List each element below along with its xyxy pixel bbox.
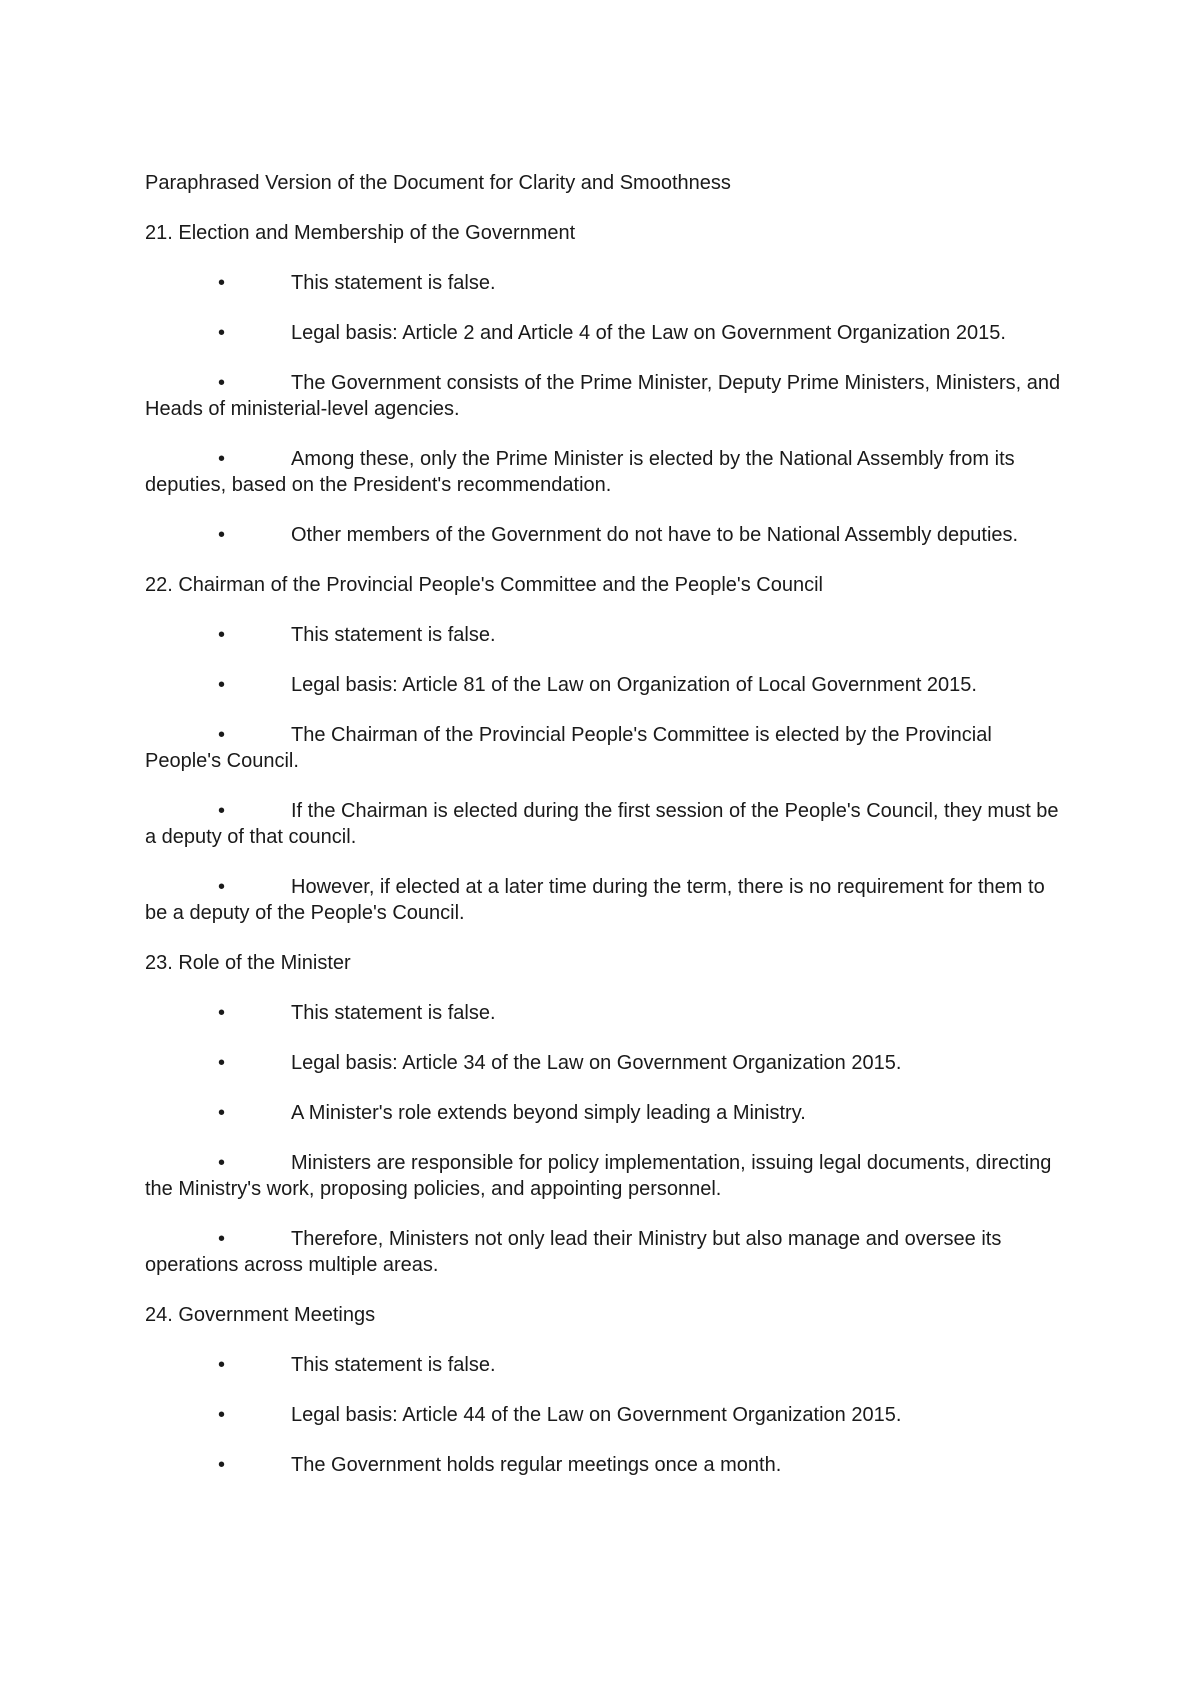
- bullet-text: This statement is false.: [291, 1002, 496, 1024]
- bullet-text: Legal basis: Article 81 of the Law on Organization of Local Government 2015.: [291, 674, 977, 696]
- document-title: Paraphrased Version of the Document for Clarity and Smoothness: [145, 172, 731, 194]
- section-heading: 23. Role of the Minister: [145, 952, 351, 974]
- bullet-text: The Chairman of the Provincial People's Committee is elected by the Provincial People's Council.: [145, 724, 992, 772]
- bullet-marker: •: [218, 1454, 226, 1476]
- section: [145, 572, 1065, 926]
- bullet-item: [145, 1000, 1065, 1026]
- bullet-item: [145, 522, 1065, 548]
- sections-container: [145, 220, 1065, 1478]
- bullet-item: [145, 622, 1065, 648]
- bullet-marker: •: [218, 1002, 226, 1024]
- bullet-text: This statement is false.: [291, 1354, 496, 1376]
- bullet-marker: •: [218, 1152, 226, 1174]
- bullet-item: [145, 320, 1065, 346]
- section-heading: 24. Government Meetings: [145, 1304, 376, 1326]
- bullet-item: [145, 1150, 1065, 1202]
- bullet-marker: •: [218, 272, 226, 294]
- bullet-text: However, if elected at a later time during the term, there is no requirement for them to be a deputy of the People's Council.: [145, 876, 1045, 924]
- bullet-marker: •: [218, 624, 226, 646]
- bullet-text: A Minister's role extends beyond simply leading a Ministry.: [291, 1102, 806, 1124]
- bullet-item: [145, 370, 1065, 422]
- bullet-text: If the Chairman is elected during the first session of the People's Council, they must be a deputy of that council.: [145, 800, 1059, 848]
- section-heading: 22. Chairman of the Provincial People's Committee and the People's Council: [145, 574, 823, 596]
- bullet-marker: •: [218, 1052, 226, 1074]
- bullet-text: This statement is false.: [291, 272, 496, 294]
- bullet-marker: •: [218, 1228, 226, 1250]
- bullet-marker: •: [218, 800, 226, 822]
- bullet-item: [145, 672, 1065, 698]
- section: [145, 1302, 1065, 1478]
- section: [145, 220, 1065, 548]
- bullet-marker: •: [218, 1102, 226, 1124]
- document-body: [145, 170, 1065, 1502]
- bullet-text: Therefore, Ministers not only lead their Ministry but also manage and oversee its operations across multiple areas.: [145, 1228, 1002, 1276]
- bullet-text: Legal basis: Article 34 of the Law on Government Organization 2015.: [291, 1052, 902, 1074]
- bullet-text: This statement is false.: [291, 624, 496, 646]
- section: [145, 950, 1065, 1278]
- bullet-item: [145, 1402, 1065, 1428]
- bullet-item: [145, 1226, 1065, 1278]
- bullet-marker: •: [218, 322, 226, 344]
- bullet-item: [145, 722, 1065, 774]
- bullet-item: [145, 798, 1065, 850]
- bullet-marker: •: [218, 448, 226, 470]
- bullet-text: Other members of the Government do not have to be National Assembly deputies.: [291, 524, 1019, 546]
- section-heading: 21. Election and Membership of the Government: [145, 222, 576, 244]
- bullet-item: [145, 1050, 1065, 1076]
- bullet-text: Ministers are responsible for policy implementation, issuing legal documents, directing the Ministry's work, proposing policies, and appointing personnel.: [145, 1152, 1052, 1200]
- bullet-text: Legal basis: Article 2 and Article 4 of the Law on Government Organization 2015.: [291, 322, 1006, 344]
- bullet-text: Among these, only the Prime Minister is elected by the National Assembly from its deputies, based on the President's recommendation.: [145, 448, 1015, 496]
- bullet-marker: •: [218, 372, 226, 394]
- bullet-marker: •: [218, 1404, 226, 1426]
- bullet-marker: •: [218, 876, 226, 898]
- bullet-text: The Government holds regular meetings once a month.: [291, 1454, 782, 1476]
- bullet-item: [145, 874, 1065, 926]
- bullet-item: [145, 446, 1065, 498]
- bullet-item: [145, 1100, 1065, 1126]
- bullet-marker: •: [218, 1354, 226, 1376]
- bullet-marker: •: [218, 674, 226, 696]
- bullet-text: Legal basis: Article 44 of the Law on Government Organization 2015.: [291, 1404, 902, 1426]
- bullet-marker: •: [218, 524, 226, 546]
- bullet-marker: •: [218, 724, 226, 746]
- bullet-item: [145, 1452, 1065, 1478]
- bullet-item: [145, 270, 1065, 296]
- bullet-item: [145, 1352, 1065, 1378]
- bullet-text: The Government consists of the Prime Minister, Deputy Prime Ministers, Ministers, and Heads of ministerial-level agencies.: [145, 372, 1061, 420]
